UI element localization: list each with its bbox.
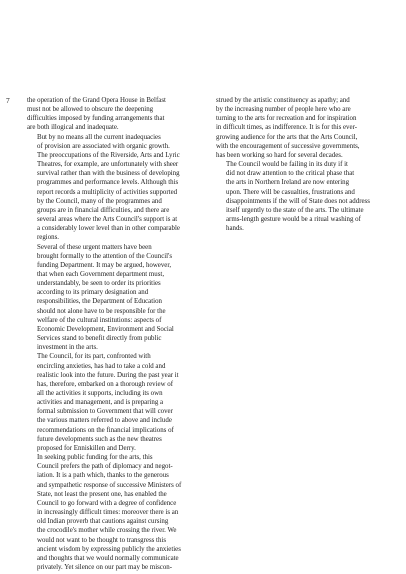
text-line: all the activities it supports, including its own: [37, 390, 163, 397]
text-line: old Indian proverb that cautions against cursing: [37, 518, 169, 526]
paragraph: [216, 160, 400, 233]
paragraph: [27, 453, 211, 572]
text-line: ancient wisdom by expressing publicly the anxieties: [37, 545, 181, 553]
text-line: brought formally to the attention of the Council's: [37, 252, 173, 260]
text-line: The preoccupations of the Riverside, Arts and Lyric: [37, 151, 180, 159]
text-line: disappointments if the will of State does not address: [226, 197, 370, 205]
text-line: Council to go forward with a degree of confidence: [37, 499, 177, 507]
text-line: and thoughts that we would normally communicate: [37, 554, 179, 562]
text-line: In seeking public funding for the arts, this: [37, 454, 153, 462]
text-line: with the encouragement of successive governments,: [216, 142, 360, 150]
paragraph: [27, 243, 211, 353]
right-text-column: [216, 96, 400, 233]
text-line: arms-length gesture would be a ritual washing of: [226, 216, 361, 224]
text-line: in increasingly difficult times: moreover there is an: [37, 509, 179, 517]
text-line: formal submission to Government that will cover: [37, 408, 173, 416]
text-line: the operation of the Grand Opera House in Belfast: [27, 97, 166, 104]
paragraph: [27, 96, 211, 133]
text-line: Several of these urgent matters have been: [37, 243, 152, 251]
text-line: future developments such as the new theatres: [37, 435, 162, 443]
paragraph: [27, 352, 211, 453]
text-line: upon. There will be casualties, frustrations and: [226, 188, 355, 196]
text-line: welfare of the cultural institutions: aspects of: [37, 316, 162, 324]
text-line: The Council, for its part, confronted with: [37, 353, 151, 361]
text-line: and sympathetic response of successive Ministers of: [37, 481, 182, 489]
text-line: investment in the arts.: [37, 344, 98, 352]
text-line: responsibilities, the Department of Education: [37, 298, 162, 306]
text-line: are both illogical and inadequate.: [27, 124, 119, 132]
paragraph: [216, 96, 400, 160]
text-line: iation. It is a path which, thanks to the generous: [37, 472, 169, 480]
text-line: privately. Yet silence on our part may be miscon-: [37, 563, 173, 571]
text-line: difficulties imposed by funding arrangements that: [27, 115, 165, 123]
text-line: has, therefore, embarked on a thorough review of: [37, 380, 174, 388]
text-line: the various matters referred to above and include: [37, 417, 172, 425]
text-line: encircling anxieties, has had to take a cold and: [37, 362, 166, 370]
text-line: regions.: [37, 234, 60, 242]
text-line: should not alone have to be responsible for the: [37, 307, 166, 315]
text-line: programmes and performance levels. Although this: [37, 179, 179, 187]
text-line: of provision are associated with organic growth.: [37, 142, 170, 150]
text-line: Economic Development, Environment and Social: [37, 325, 174, 333]
text-line: has been working so hard for several decades.: [216, 151, 343, 159]
text-line: the crocodile's mother while crossing the river. We: [37, 527, 177, 535]
text-line: understandably, be seen to order its priorities: [37, 280, 161, 288]
text-line: turning to the arts for recreation and for inspiration: [216, 115, 357, 123]
text-line: a considerably lower level than in other comparable: [37, 225, 180, 233]
text-line: the arts in Northern Ireland are now entering: [226, 179, 350, 187]
text-line: The Council would be failing in its duty if it: [226, 161, 348, 169]
text-line: activities and management, and is preparing a: [37, 399, 164, 407]
text-line: Council prefers the path of diplomacy and negot-: [37, 463, 173, 471]
text-line: did not draw attention to the critical phase that: [226, 170, 355, 178]
text-line: Theatres, for example, are unfortunately with sheer: [37, 161, 179, 169]
text-line: by the increasing number of people here who are: [216, 106, 351, 114]
text-line: funding Department. It may be argued, however,: [37, 261, 172, 269]
text-line: realistic look into the future. During the past year it: [37, 371, 179, 379]
text-line: in difficult times, as indifference. It is for this ever-: [216, 124, 358, 132]
text-line: according to its primary designation and: [37, 289, 149, 297]
text-line: groups are in financial difficulties, and there are: [37, 206, 170, 214]
text-line: But by no means all the current inadequacies: [37, 133, 161, 141]
text-line: recommendations on the financial implications of: [37, 426, 174, 434]
text-line: strued by the artistic constituency as apathy; and: [216, 97, 350, 104]
text-line: must not be allowed to obscure the deepening: [27, 106, 154, 114]
text-line: hands.: [226, 225, 244, 233]
left-text-column: [27, 96, 211, 572]
page-number: 7: [6, 96, 10, 105]
text-line: by the Council, many of the programmes and: [37, 197, 162, 205]
text-line: that when each Government department must,: [37, 270, 165, 278]
text-line: State, not least the present one, has enabled the: [37, 490, 167, 498]
text-line: itself urgently to the state of the arts. The ultimate: [226, 206, 364, 214]
text-line: survival rather than with the business of developing: [37, 170, 180, 178]
text-line: proposed for Enniskillen and Derry.: [37, 444, 136, 452]
paragraph: [27, 133, 211, 243]
text-line: several areas where the Arts Council's support is at: [37, 216, 178, 224]
text-line: would not want to be thought to transgress this: [37, 536, 166, 544]
text-line: report records a multiplicity of activities supported: [37, 188, 178, 196]
text-line: growing audience for the arts that the Arts Council,: [216, 133, 358, 141]
text-line: Services stand to benefit directly from public: [37, 335, 162, 343]
